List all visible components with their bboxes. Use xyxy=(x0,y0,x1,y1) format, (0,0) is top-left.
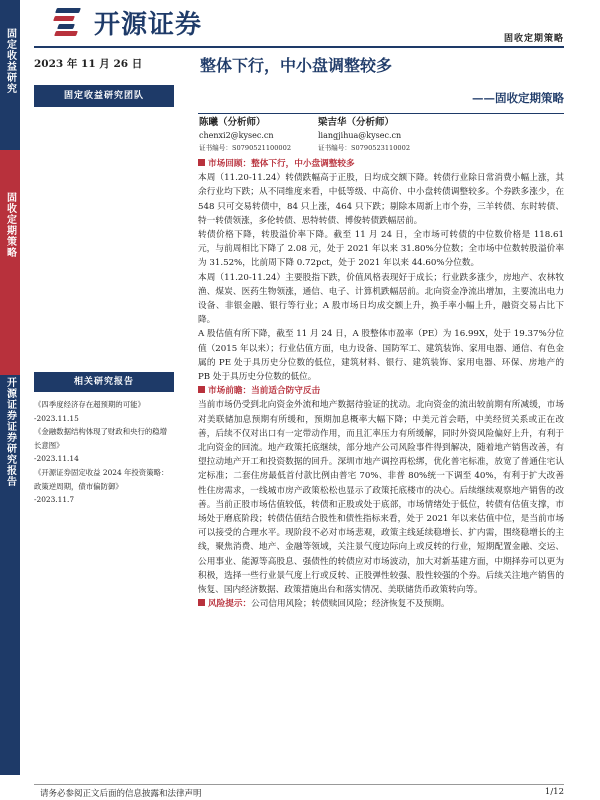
related-report-title: 《开源证券固定收益 2024 年投资策略：政策逆周期，债市偏防御》 xyxy=(34,467,169,491)
report-date: 2023 年 11 月 26 日 xyxy=(34,58,143,70)
section-heading-market-review: 市场回顾：整体下行，中小盘调整较多 xyxy=(198,157,564,171)
company-logo xyxy=(52,4,252,38)
author-email[interactable]: chenxi2@kysec.cn xyxy=(199,130,274,140)
paragraph: A 股估值有所下降，截至 11 月 24 日，A 股整体市盈率（PE）为 16.99X，处于 19.37%分位值（2015 年以来）；行业估值方面，电力设备、国防军工、建筑装饰、家用电器、通信、有色金属的 PE 处于具历史分位数的低位，建筑材料、银行、建筑装饰、家用电器、环保、房地产的 PB 处于具历史分位数的低位。 xyxy=(198,329,564,383)
report-body xyxy=(198,157,564,612)
paragraph: 当前市场仍受到北向资金外流和地产数据待验证的扰动。北向资金的流出较前期有所减缓，市场对美联储加息预期有所缓和，预期加息概率大幅下降；中美元首会晤，中美经贸关系或正在改善，后续不仅对出口有一定带动作用，而且汇率压力有所缓解，同时外资风险偏好上升，有利于北向资金的回流。地产政策托底继续，部分地产公司风险事件得到解决，随着地产销售改善，有望拉动地产开工和投资数据的回升。深圳市地产调控再松绑，优化普宅标准，放宽了普通住宅认定标准；二套住房最低首付款比例由普宅 70%、非普 80%统一下调至 40%，有利于扩大改善性住房需求，一线城市房产政策松松也显示了政策托底楼市的决心。后续继续观察地产销售的改善。当前正股市场估值较低，转债和正股或处于底部，市场情绪处于低位，转债有估值支撑，市场处于磨底阶段；转债估值结合股性和债性指标来看，处于 2021 年以来估值中位，是当前市场可以接受的合理水平。现阶段不必对市场悲观，政策主线延续稳增长、扩内需，围绕稳增长的主线，聚焦消费、地产、金融等领域，关注景气度边际向上或反转的行业，短期配置金融、交运、公用事业、能源等高股息、强债性的转债应对市场波动，加大对新基建方面，中期择券可以更为积极，选择一些行业景气度上行或反转、正股弹性较强、股性较强的个券。后续关注地产销售的恢复、国内经济数据、政策措施出台和落实情况、美联储货币政策转向等。 xyxy=(198,400,564,596)
related-reports-list xyxy=(34,398,174,507)
author-name: 梁吉华（分析师） xyxy=(318,117,395,128)
side-band-bottom-label: 开源证券证券研究报告 xyxy=(4,377,16,487)
side-band-top xyxy=(0,0,20,150)
side-band-middle-label: 固收定期策略 xyxy=(4,192,16,258)
author-block xyxy=(318,117,410,155)
report-type-label: 固收定期策略 xyxy=(503,34,564,44)
footer-disclaimer: 请务必参阅正文后面的信息披露和法律声明 xyxy=(40,789,202,799)
side-band-top-label: 固定收益研究 xyxy=(4,28,16,94)
author-name: 陈曦（分析师） xyxy=(199,117,266,128)
logo-mark-icon xyxy=(52,6,86,36)
paragraph: 本周（11.20-11.24）主要股指下跌，价值风格表现好于成长；行业跌多涨少，房地产、农林牧渔、煤炭、医药生物领涨，通信、电子、计算机跌幅居前。北向资金净流出增加，主要流出电力设备、非银金融、银行等行业；A 股市场日均成交额上升，换手率小幅上升，融资交易占比下降。 xyxy=(198,272,564,326)
report-title: 整体下行，中小盘调整较多 xyxy=(200,56,393,75)
bullet-icon xyxy=(198,386,205,393)
page-number: 1/12 xyxy=(544,787,564,797)
risk-label: 风险提示： xyxy=(208,599,252,610)
logo-text: 开源证券 xyxy=(94,10,203,40)
side-band-bottom xyxy=(0,375,20,775)
bullet-icon xyxy=(198,599,205,606)
author-cert: 证书编号：S0790523110002 xyxy=(318,144,411,152)
author-block xyxy=(199,117,291,155)
risk-warning xyxy=(198,597,564,611)
related-report-date: -2023.11.7 xyxy=(34,495,75,505)
related-report-date: -2023.11.15 xyxy=(34,413,79,423)
related-reports-header: 相关研究报告 xyxy=(34,372,174,392)
section-heading-market-outlook: 市场前瞻：当前适合防守反击 xyxy=(198,384,564,398)
strategy-label: ——固收定期策略 xyxy=(472,91,564,105)
author-email[interactable]: liangjihua@kysec.cn xyxy=(318,130,402,140)
header-divider xyxy=(34,46,564,48)
team-box: 固定收益研究团队 xyxy=(34,85,174,107)
related-report-item[interactable] xyxy=(34,466,174,507)
side-band-middle xyxy=(0,150,20,375)
author-cert: 证书编号：S0790521100002 xyxy=(199,144,292,152)
risk-text: 公司信用风险；转债赎回风险；经济恢复不及预期。 xyxy=(251,599,450,610)
related-report-date: -2023.11.14 xyxy=(34,454,79,464)
related-report-title: 《四季度经济存在超预期的可能》 xyxy=(34,400,145,409)
footer-divider xyxy=(34,784,564,785)
related-report-item[interactable] xyxy=(34,398,174,425)
paragraph: 本周（11.20-11.24）转债跌幅高于正股，日均成交额下降。转债行业除日常消费小幅上涨，其余行业均下跌；从不同维度来看，中低等级、中高价、中小盘转债调整较多。个券跌多涨少，在 548 只可交易转债中，84 只上涨，464 只下跌；剔除本周新上市个券，三羊转债、东时转债、特一转债领涨，多伦转债、思特转债、博俊转债跌幅居前。 xyxy=(198,173,564,226)
title-divider xyxy=(198,113,564,114)
bullet-icon xyxy=(198,159,205,166)
paragraph: 转债价格下降，转股溢价率下降。截至 11 月 24 日，全市场可转债的中位数价格是 118.61 元，与前周相比下降了 2.08 元，处于 2021 年以来 31.80%分位数；全市场中位数转股溢价率为 31.52%，比前周下降 0.72pct，处于 2021 年以来 44.60%分位数。 xyxy=(198,230,564,269)
related-report-item[interactable] xyxy=(34,425,174,466)
related-report-title: 《金融数据结构体现了财政和央行的稳增长意图》 xyxy=(34,427,168,450)
